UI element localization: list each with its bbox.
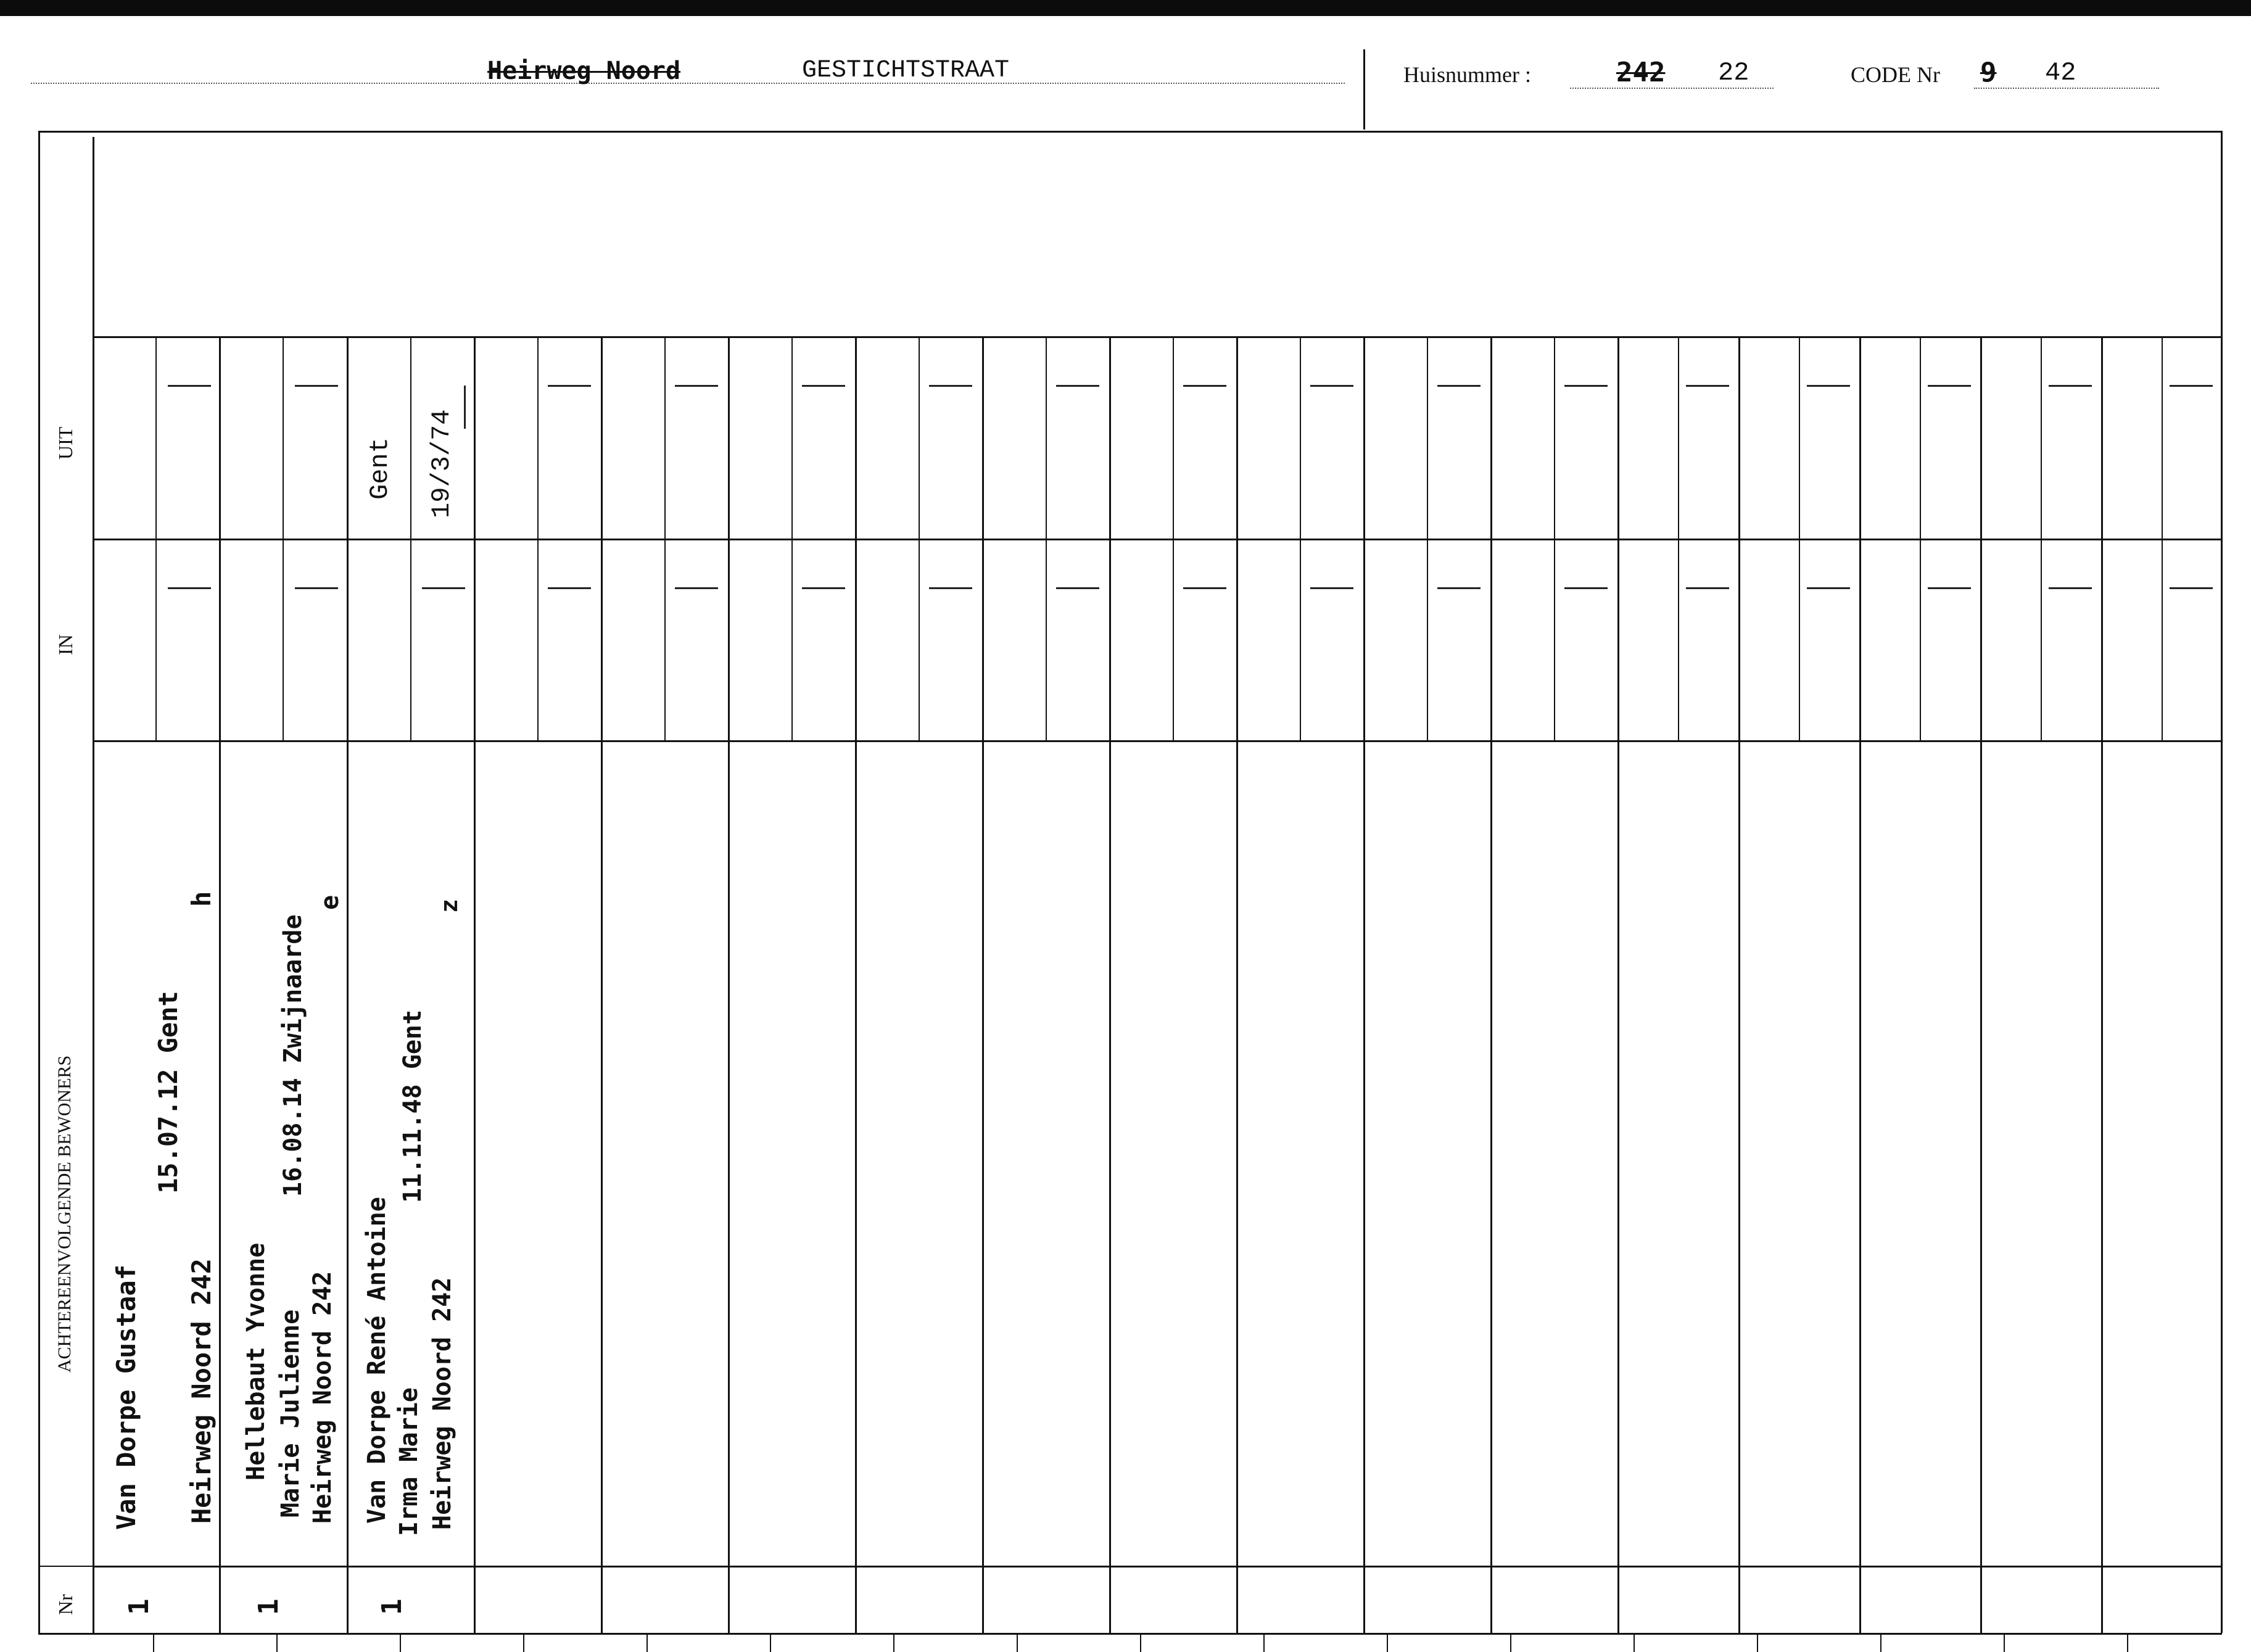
code-label: CODE Nr bbox=[1851, 62, 1940, 87]
resident-3-address: Heirweg Noord 242 bbox=[428, 1277, 456, 1530]
code-old: 9 bbox=[1980, 57, 1997, 88]
row-label-uit: UIT bbox=[54, 426, 76, 460]
resident-2-address: Heirweg Noord 242 bbox=[308, 1271, 337, 1524]
house-number-label: Huisnummer : bbox=[1403, 62, 1531, 87]
row-label-in: IN bbox=[54, 634, 76, 655]
resident-2-name: Hellebaut Yvonne bbox=[242, 1242, 270, 1481]
code-new: 42 bbox=[2045, 58, 2076, 88]
resident-3-birth: 11.11.48 Gent bbox=[399, 1009, 427, 1203]
house-number-new: 22 bbox=[1718, 58, 1749, 88]
resident-2-mark: e bbox=[316, 894, 344, 910]
resident-3-name2: Irma Marie bbox=[395, 1387, 423, 1536]
resident-2-birth: 16.08.14 Zwijnaarde bbox=[279, 914, 307, 1197]
resident-1-nr: 1 bbox=[123, 1598, 155, 1615]
house-number-old: 242 bbox=[1616, 57, 1666, 88]
resident-3-uit-date: 19/3/74 bbox=[427, 409, 456, 518]
resident-2-nr: 1 bbox=[253, 1598, 284, 1615]
resident-1-name: Van Dorpe Gustaaf bbox=[111, 1265, 141, 1530]
resident-3-nr: 1 bbox=[376, 1598, 408, 1615]
resident-2-name2: Marie Julienne bbox=[276, 1309, 305, 1518]
resident-3-uit-place: Gent bbox=[365, 437, 395, 500]
resident-3-uit-date-bracket bbox=[464, 386, 466, 429]
row-label-residents: ACHTEREENVOLGENDE BEWONERS bbox=[54, 1055, 75, 1373]
resident-3-name: Van Dorpe René Antoine bbox=[363, 1197, 391, 1524]
street-new: GESTICHTSTRAAT bbox=[802, 57, 1010, 85]
street-old: Heirweg Noord bbox=[487, 57, 681, 85]
resident-3-mark: z bbox=[436, 899, 463, 913]
resident-1-address: Heirweg Noord 242 bbox=[186, 1258, 217, 1524]
resident-1-birth: 15.07.12 Gent bbox=[153, 991, 183, 1194]
row-label-nr: Nr bbox=[54, 1594, 76, 1615]
resident-1-mark: h bbox=[186, 891, 217, 907]
